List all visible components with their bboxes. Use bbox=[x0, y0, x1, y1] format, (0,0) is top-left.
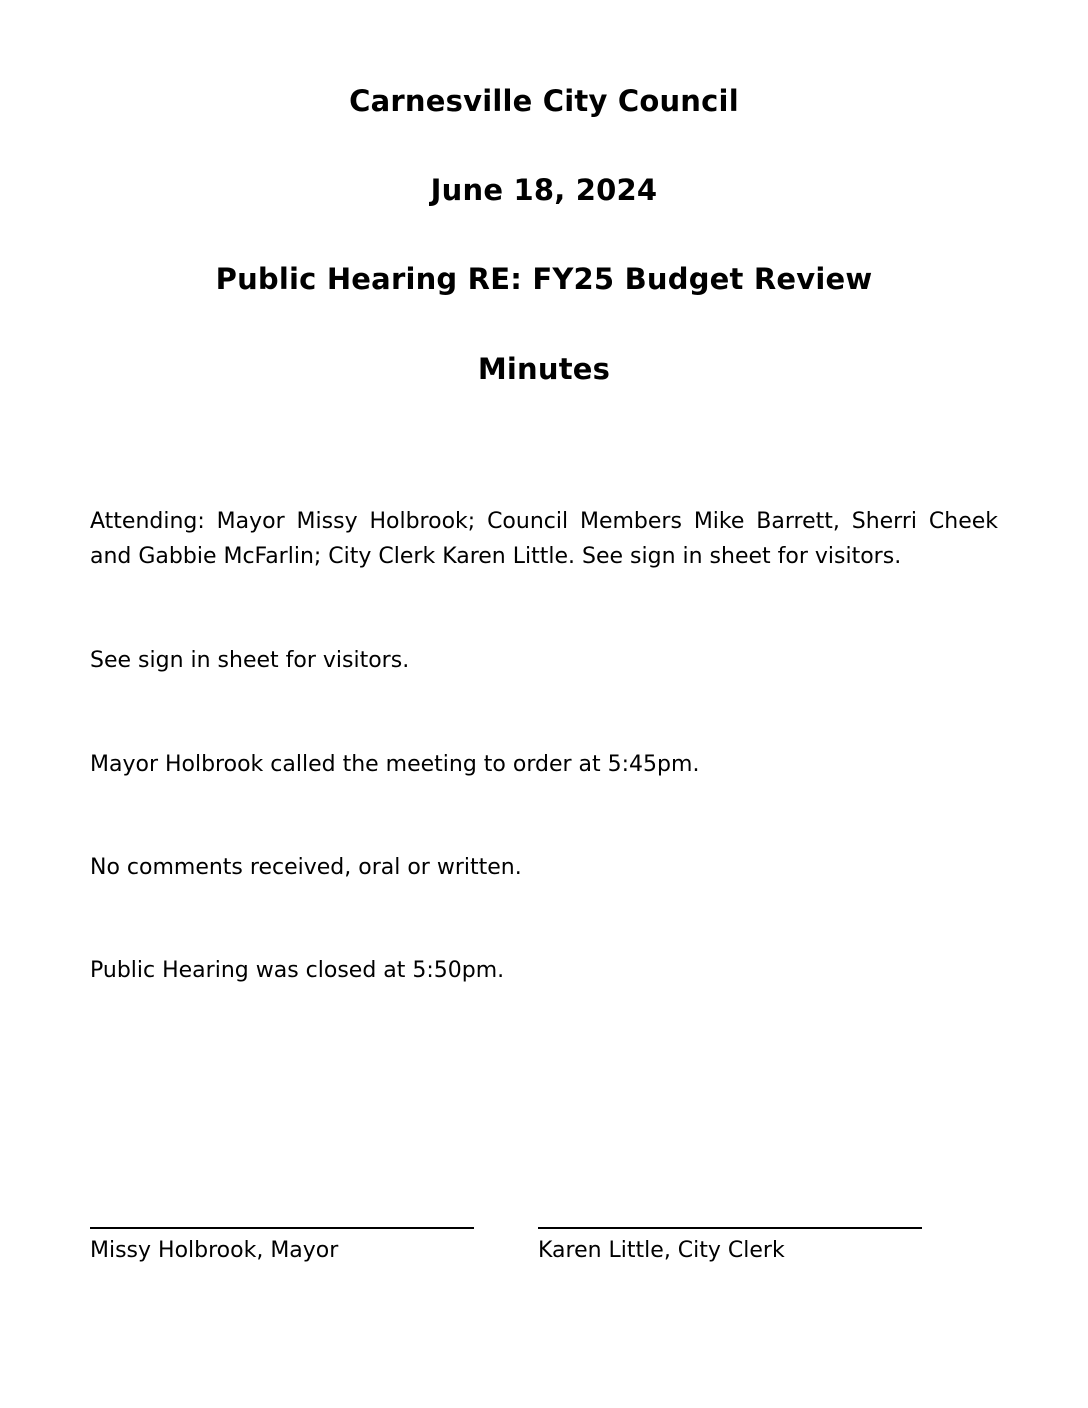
closing-paragraph: Public Hearing was closed at 5:50pm. bbox=[90, 958, 505, 983]
mayor-signature-line bbox=[90, 1227, 474, 1229]
clerk-signature-name: Karen Little, City Clerk bbox=[538, 1238, 785, 1263]
council-title: Carnesville City Council bbox=[349, 84, 739, 118]
mayor-signature-name: Missy Holbrook, Mayor bbox=[90, 1238, 339, 1263]
attendance-paragraph: Attending: Mayor Missy Holbrook; Council Members Mike Barrett, Sherri Cheek and Gabbie McFarlin; City Clerk Karen Little. See sign in sheet for visitors. bbox=[90, 509, 998, 569]
visitors-note: See sign in sheet for visitors. bbox=[90, 648, 410, 673]
meeting-date: June 18, 2024 bbox=[430, 173, 658, 207]
call-to-order-paragraph: Mayor Holbrook called the meeting to order at 5:45pm. bbox=[90, 752, 700, 777]
comments-paragraph: No comments received, oral or written. bbox=[90, 855, 522, 880]
document-type-title: Minutes bbox=[477, 352, 611, 386]
hearing-subject: Public Hearing RE: FY25 Budget Review bbox=[215, 262, 873, 296]
clerk-signature-line bbox=[538, 1227, 922, 1229]
